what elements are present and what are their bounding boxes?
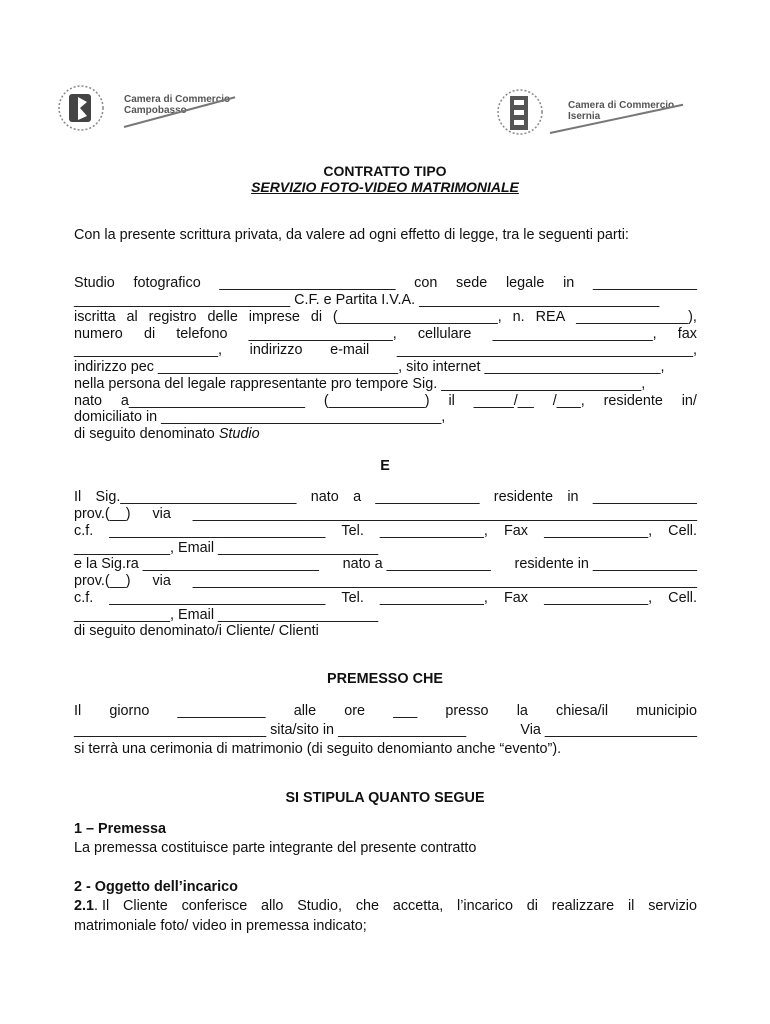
section-2-title: 2 - Oggetto dell’incarico bbox=[74, 879, 238, 895]
stipula-heading: SI STIPULA QUANTO SEGUE bbox=[285, 790, 485, 806]
studio-line-7: nella persona del legale rappresentante pro tempore Sig. _________________________, bbox=[74, 376, 646, 392]
camera-commercio-isernia-logo bbox=[492, 88, 692, 144]
client-line-5: e la Sig.ra ______________________ nato a _____________ residente in _____________ bbox=[74, 556, 697, 572]
studio-line-4: numero di telefono __________________, cellulare ____________________, fax bbox=[74, 326, 697, 342]
isernia-emblem-icon bbox=[492, 88, 552, 144]
studio-line-5: __________________, indirizzo e-mail _____________________________________, bbox=[74, 342, 697, 358]
studio-line-10: di seguito denominato Studio bbox=[74, 426, 260, 442]
contract-subtitle: SERVIZIO FOTO-VIDEO MATRIMONIALE bbox=[251, 179, 519, 195]
client-line-7: c.f. ___________________________ Tel. _____________, Fax _____________, Cell. bbox=[74, 590, 697, 606]
section-2-line-1: 2.1. Il Cliente conferisce allo Studio, che accetta, l’incarico di realizzare il servizio bbox=[74, 898, 697, 914]
studio-line-9: domiciliato in ___________________________________, bbox=[74, 409, 446, 425]
e-separator: E bbox=[380, 458, 390, 474]
client-line-3: c.f. ___________________________ Tel. _____________, Fax _____________, Cell. bbox=[74, 523, 697, 539]
client-line-4: ____________, Email ____________________ bbox=[74, 540, 379, 556]
client-line-8: ____________, Email ____________________ bbox=[74, 607, 379, 623]
premesso-line-3: si terrà una cerimonia di matrimonio (di seguito denomianto anche “evento”). bbox=[74, 741, 562, 757]
client-line-6: prov.(__) via _______________________________________________________________ bbox=[74, 573, 697, 589]
premesso-line-1: Il giorno ___________ alle ore ___ presso la chiesa/il municipio bbox=[74, 703, 697, 719]
isernia-logo-text: Camera di Commercio Isernia bbox=[568, 100, 675, 122]
camera-commercio-campobasso-logo bbox=[54, 80, 244, 136]
client-line-1: Il Sig.______________________ nato a _____________ residente in _____________ bbox=[74, 489, 697, 505]
section-1-text: La premessa costituisce parte integrante del presente contratto bbox=[74, 840, 477, 856]
client-line-2: prov.(__) via _______________________________________________________________ bbox=[74, 506, 697, 522]
studio-line-8: nato a______________________ (____________) il _____/__ /___, residente in/ bbox=[74, 393, 697, 409]
section-1-title: 1 – Premessa bbox=[74, 821, 167, 837]
contract-title: CONTRATTO TIPO bbox=[323, 163, 447, 179]
intro-paragraph: Con la presente scrittura privata, da valere ad ogni effetto di legge, tra le seguenti parti: bbox=[74, 227, 629, 243]
premesso-heading: PREMESSO CHE bbox=[327, 671, 443, 687]
premesso-line-2: ________________________ sita/sito in ________________ Via ___________________ bbox=[74, 722, 697, 738]
studio-line-6: indirizzo pec ______________________________, sito internet ______________________, bbox=[74, 359, 665, 375]
studio-line-3: iscritta al registro delle imprese di (____________________, n. REA ______________), bbox=[74, 309, 697, 325]
studio-line-1: Studio fotografico ______________________ con sede legale in _____________ bbox=[74, 275, 697, 291]
campobasso-logo-text: Camera di Commercio Campobasso bbox=[124, 94, 231, 116]
campobasso-emblem-icon bbox=[54, 80, 110, 136]
studio-line-2: ___________________________ C.F. e Partita I.V.A. ______________________________ bbox=[74, 292, 660, 308]
section-2-line-2: matrimoniale foto/ video in premessa indicato; bbox=[74, 918, 367, 934]
client-line-9: di seguito denominato/i Cliente/ Clienti bbox=[74, 623, 319, 639]
